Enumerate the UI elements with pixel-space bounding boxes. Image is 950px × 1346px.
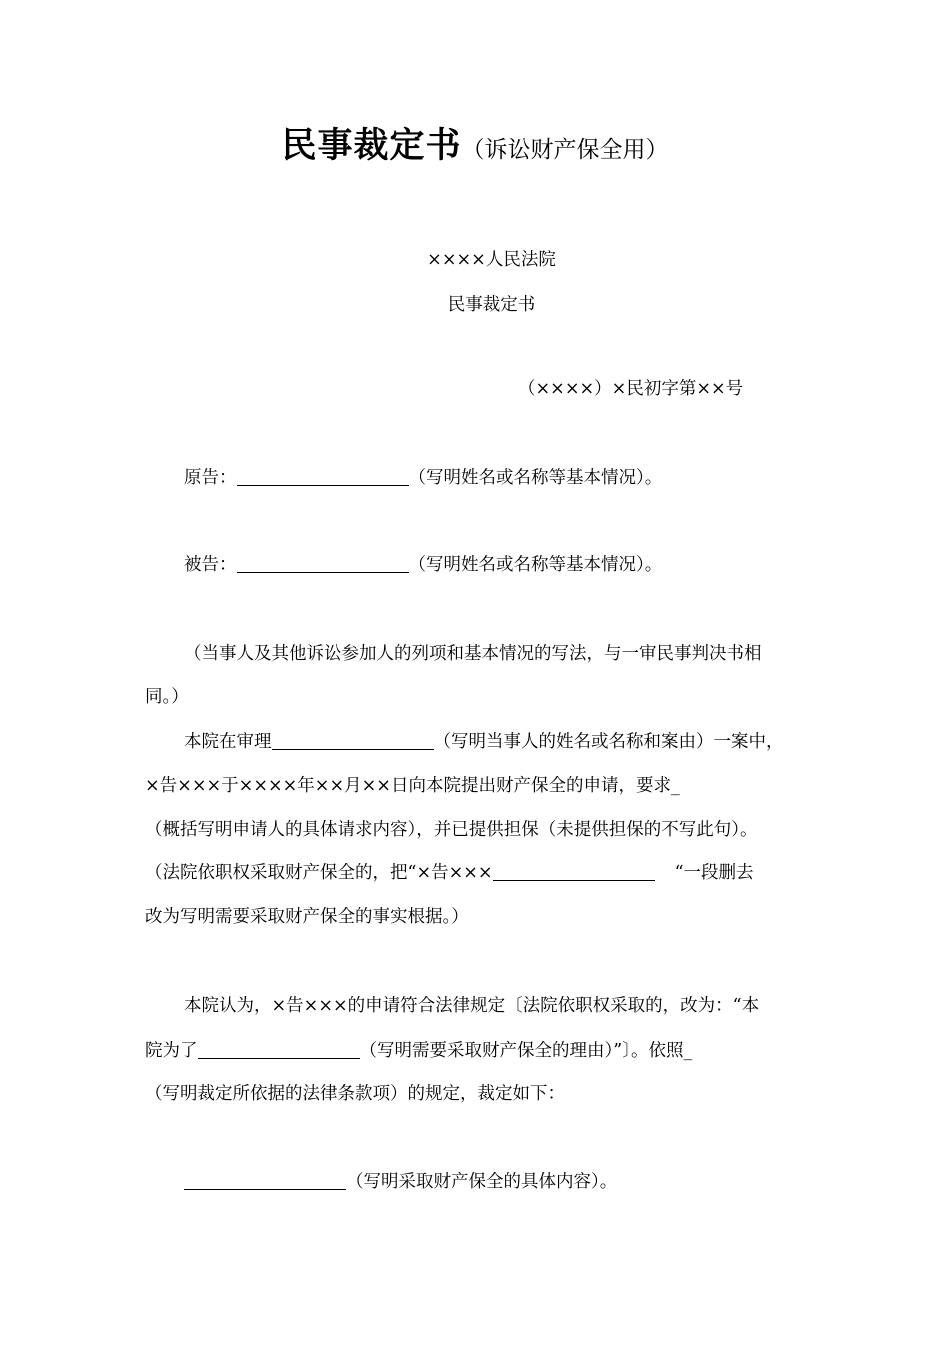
ruling-line [184,1171,617,1193]
para1-line-3: （概括写明申请人的具体请求内容），并已提供担保（未提供担保的不写此句）。 [145,820,758,840]
title-subtitle: （诉讼财产保全用） [461,137,669,163]
para1-suffix: （写明当事人的姓名或名称和案由）一案中， [433,732,784,752]
court-name: ××××人民法院 [427,250,556,270]
para2-line-1: 本院认为，×告×××的申请符合法律规定〔法院依职权采取的，改为：“本 [184,996,760,1016]
case-blank [272,732,434,750]
para1-l4-prefix: （法院依职权采取财产保全的，把“×告××× [145,863,493,883]
plaintiff-blank [237,468,409,486]
defendant-line [184,554,662,576]
para2-line-3: （写明裁定所依据的法律条款项）的规定，裁定如下： [145,1084,565,1104]
ruling-suffix: （写明采取财产保全的具体内容）。 [346,1172,618,1192]
para1-line-2: ×告×××于××××年××月××日向本院提出财产保全的申请，要求_ [145,776,680,796]
para1-prefix: 本院在审理 [184,732,272,752]
reason-blank [198,1041,360,1059]
para2-line-2 [145,1040,692,1062]
para1-line-1 [184,731,784,753]
title-main: 民事裁定书 [281,126,462,166]
plaintiff-line [184,467,662,489]
plaintiff-hint: （写明姓名或名称等基本情况）。 [408,468,663,488]
defendant-hint: （写明姓名或名称等基本情况）。 [408,555,663,575]
para1-l4-suffix: “一段删去 [674,863,754,883]
note-line-1: （当事人及其他诉讼参加人的列项和基本情况的写法，与一审民事判决书相 [184,644,762,664]
para1-line-4 [145,862,754,884]
case-number: （××××）×民初字第××号 [518,379,744,399]
ruling-blank [184,1172,346,1190]
document-title [0,118,950,168]
document-type: 民事裁定书 [447,295,536,315]
defendant-label: 被告： [184,555,237,575]
fact-blank [493,863,655,881]
para1-line-5: 改为写明需要采取财产保全的事实根据。） [145,907,469,927]
para2-l2-prefix: 院为了 [145,1041,198,1061]
note-line-2: 同。） [145,687,189,707]
para2-l2-suffix: （写明需要采取财产保全的理由）”〕。依照_ [359,1041,693,1061]
plaintiff-label: 原告： [184,468,237,488]
defendant-blank [237,555,409,573]
